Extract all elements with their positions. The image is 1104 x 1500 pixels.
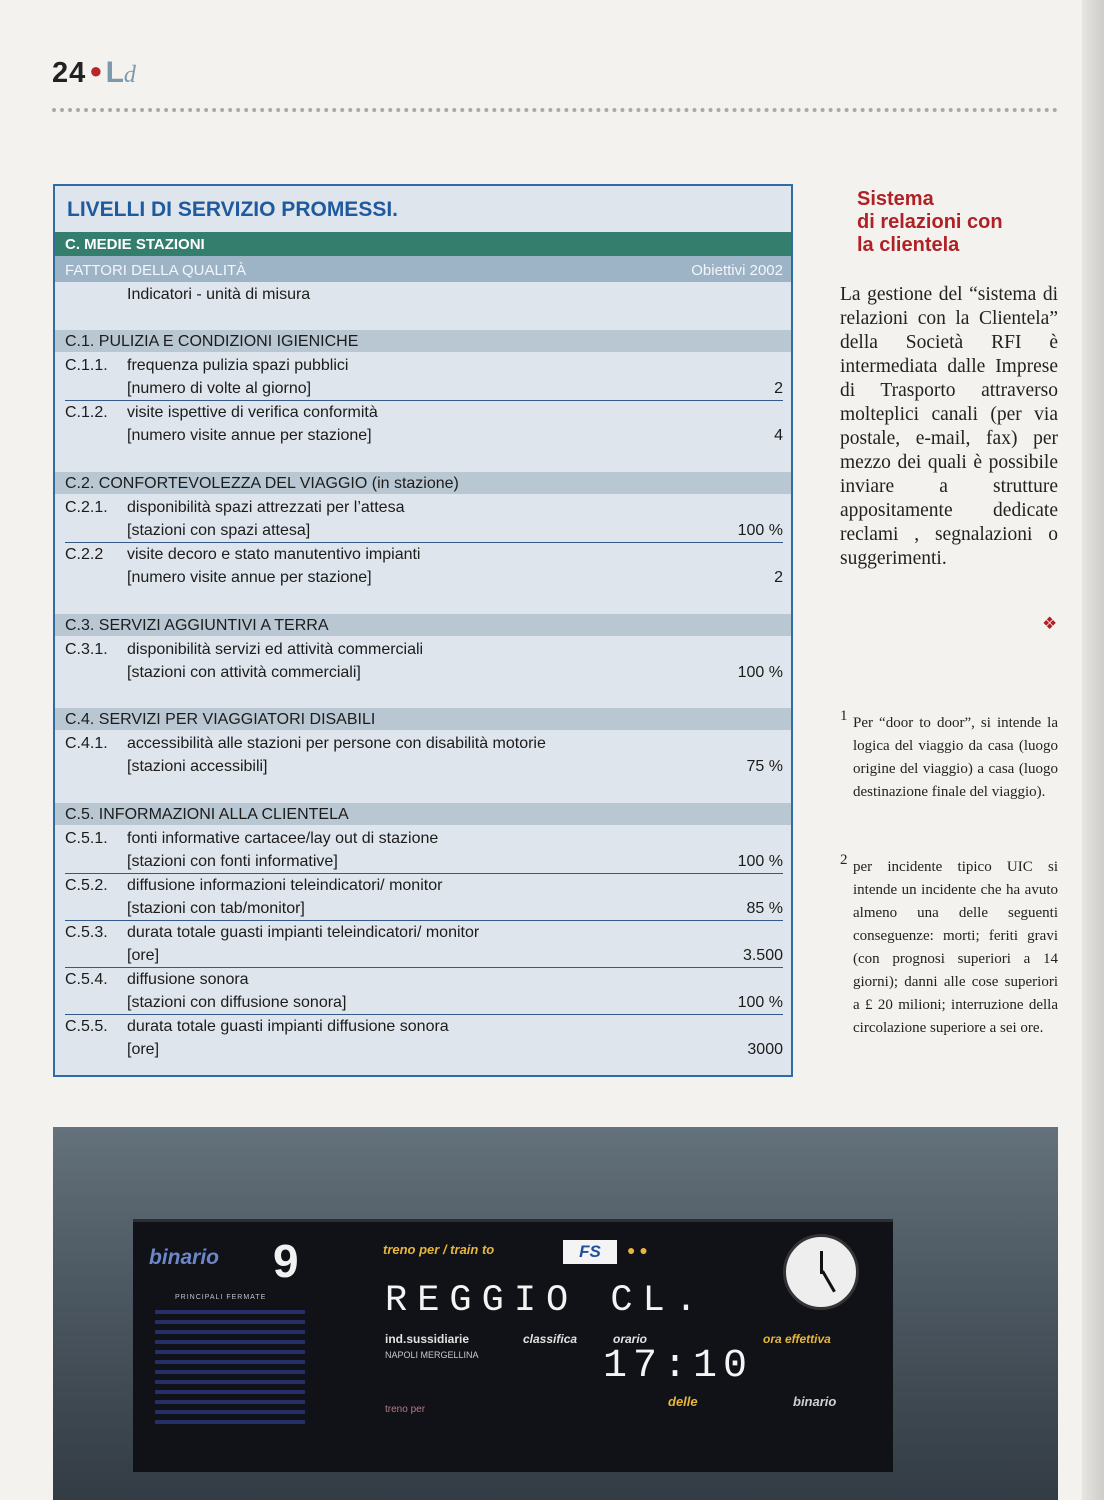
table-row: C.1.1. frequenza pulizia spazi pubblici [numero di volte al giorno] 2	[65, 354, 783, 401]
table-row: C.5.2. diffusione informazioni teleindicatori/ monitor [stazioni con tab/monitor] 85 %	[65, 874, 783, 921]
orario-label: orario	[613, 1332, 648, 1346]
group-header: C.2. CONFORTEVOLEZZA DEL VIAGGIO (in stazione)	[55, 472, 791, 494]
service-levels-table	[53, 184, 793, 1077]
platform-label-2: binario	[793, 1394, 837, 1409]
table-row: C.2.1. disponibilità spazi attrezzati per l’attesa [stazioni con spazi attesa] 100 %	[65, 496, 783, 543]
fs-logo: FS	[563, 1240, 617, 1264]
clock-icon	[783, 1234, 859, 1310]
page-number: 24	[52, 57, 87, 89]
departure-board	[133, 1219, 893, 1472]
table-row: C.4.1. accessibilità alle stazioni per persone con disabilità motorie [stazioni accessibili] 75 %	[65, 735, 783, 775]
departure-board-photo	[53, 1127, 1058, 1500]
table-title: LIVELLI DI SERVIZIO PROMESSI.	[67, 198, 398, 221]
objectives-label: Obiettivi 2002	[691, 262, 783, 279]
footnote-2: 2 per incidente tipico UIC si intende un incidente che ha avuto almeno una delle seguenti conseguenze: morti; feriti gravi (con prognosi superiori a 14 giorni); danni alle cose superiori a £ 20 milioni; interruzione della circolazione superiore a sei ore.	[840, 852, 1058, 1036]
ornament-icon: ❖	[1042, 614, 1058, 633]
stops-label: PRINCIPALI FERMATE	[175, 1294, 267, 1301]
platform-label: binario	[149, 1246, 220, 1269]
departure-time: 17:10	[603, 1344, 754, 1389]
table-row: C.2.2 visite decoro e stato manutentivo impianti [numero visite annue per stazione] 2	[65, 546, 783, 586]
page-edge-shadow	[1082, 0, 1104, 1500]
table-row: C.5.5. durata totale guasti impianti diffusione sonora [ore] 3000	[65, 1018, 783, 1058]
table-row: C.5.1. fonti informative cartacee/lay out di stazione [stazioni con fonti informative] 100 %	[65, 827, 783, 874]
magazine-logo: Ld	[105, 56, 136, 89]
group-header: C.3. SERVIZI AGGIUNTIVI A TERRA	[55, 614, 791, 636]
factors-header	[55, 256, 791, 282]
factors-label: FATTORI DELLA QUALITÀ	[65, 262, 247, 279]
group-header: C.5. INFORMAZIONI ALLA CLIENTELA	[55, 803, 791, 825]
platform-number: 9	[273, 1235, 299, 1287]
group-header: C.1. PULIZIA E CONDIZIONI IGIENICHE	[55, 330, 791, 352]
header-bullet: ●	[89, 58, 103, 83]
table-row: C.5.3. durata totale guasti impianti teleindicatori/ monitor [ore] 3.500	[65, 921, 783, 968]
board-dots: ● ●	[627, 1242, 648, 1258]
destination: REGGIO CL.	[385, 1280, 708, 1322]
train-to-label: treno per / train to	[383, 1242, 495, 1257]
via-station: NAPOLI MERGELLINA	[385, 1350, 479, 1360]
footnote-1: 1 Per “door to door”, si intende la logica del viaggio da casa (luogo origine del viaggio) a casa (luogo destinazione finale del viaggio).	[840, 708, 1058, 800]
table-row: C.3.1. disponibilità servizi ed attività commerciali [stazioni con attività commerciali] 100 %	[65, 641, 783, 681]
dotted-rule	[52, 108, 1058, 112]
indicators-label: Indicatori - unità di misura	[127, 286, 311, 303]
section-header: C. MEDIE STAZIONI	[55, 232, 791, 256]
ind-sussidiarie-label: ind.sussidiarie	[385, 1332, 470, 1346]
page-header	[52, 56, 136, 90]
sidebar-body: La gestione del “sistema di relazioni con la Clientela” della Società RFI è intermediata dalle Imprese di Trasporto attraverso molteplici canali (per via postale, e-mail, fax) per mezzo dei quali è possibile inviare a strutture appositamente dedicate reclami , segnalazioni o suggerimenti.	[840, 284, 1058, 569]
delle-label: delle	[668, 1394, 698, 1409]
ora-effettiva-label: ora effettiva	[763, 1332, 831, 1346]
table-row: C.1.2. visite ispettive di verifica conformità [numero visite annue per stazione] 4	[65, 404, 783, 444]
classifica-label: classifica	[523, 1332, 578, 1346]
sidebar-heading: Sistema di relazioni con la clientela	[857, 188, 1003, 256]
group-header: C.4. SERVIZI PER VIAGGIATORI DISABILI	[55, 708, 791, 730]
treno-per-label: treno per	[385, 1404, 426, 1415]
stops-list	[155, 1310, 305, 1430]
table-row: C.5.4. diffusione sonora [stazioni con diffusione sonora] 100 %	[65, 968, 783, 1015]
